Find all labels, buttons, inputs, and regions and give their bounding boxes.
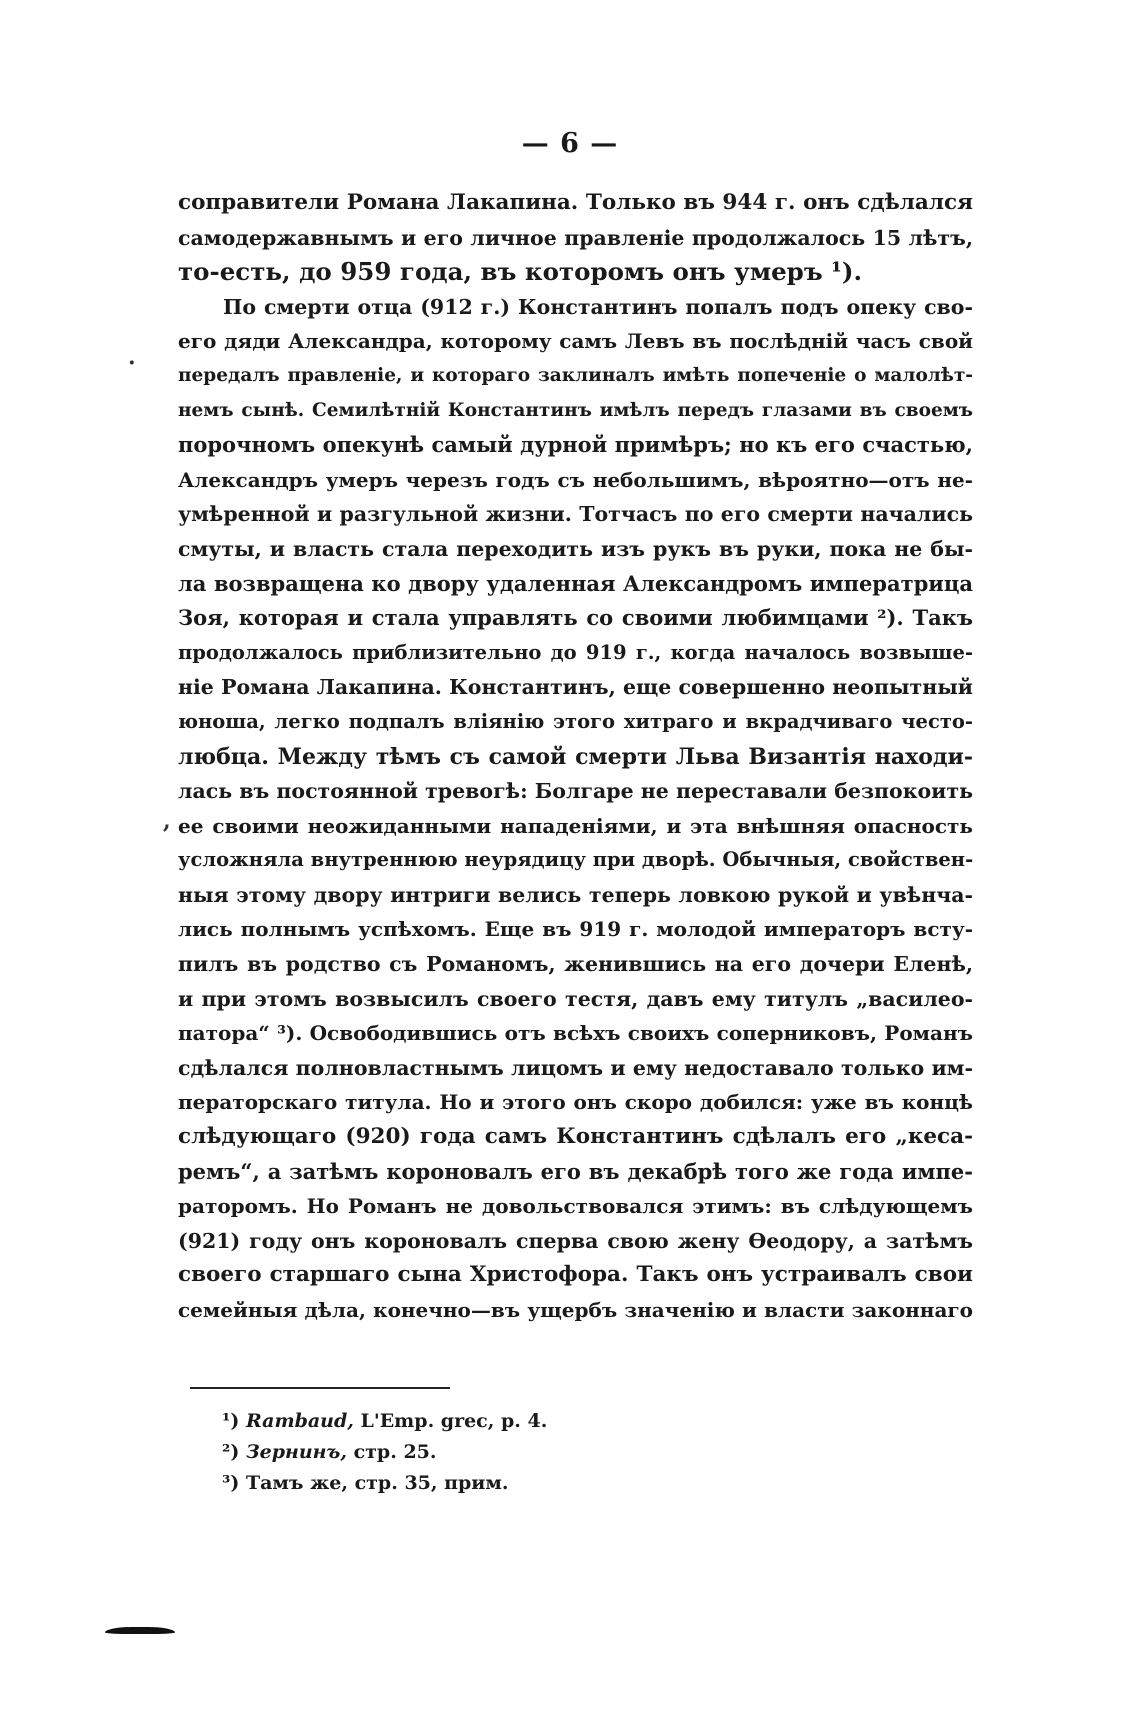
footnote-text: Тамъ же, стр. 35, прим.	[245, 1472, 509, 1494]
text-line: юноша, легко подпалъ вліянію этого хитраго и вкрадчиваго често-	[178, 709, 973, 733]
margin-speck: ,	[163, 808, 171, 834]
text-line: порочномъ опекунѣ самый дурной примѣръ; но къ его счастью,	[178, 432, 973, 458]
text-line: соправители Романа Лакапина. Только въ 944 г. онъ сдѣлался	[178, 190, 973, 215]
text-line: ныя этому двору интриги велись теперь ловкою рукой и увѣнча-	[178, 882, 973, 907]
text-line: его дяди Александра, которому самъ Левъ въ послѣдній часъ свой	[178, 329, 973, 354]
margin-speck: ·	[128, 350, 136, 376]
text-line: самодержавнымъ и его личное правленіе продолжалось 15 лѣтъ,	[178, 225, 973, 250]
text-line: лась въ постоянной тревогѣ: Болгаре не переставали безпокоить	[178, 779, 973, 804]
text-line: и при этомъ возвысилъ своего тестя, давъ ему титулъ „василео-	[178, 986, 973, 1011]
text-line: слѣдующаго (920) года самъ Константинъ сдѣлалъ его „кеса-	[178, 1124, 973, 1150]
text-line: смуты, и власть стала переходить изъ рукъ въ руки, пока не бы-	[178, 536, 973, 561]
footnote-mark: ³)	[222, 1472, 240, 1494]
text-line: своего старшаго сына Христофора. Такъ онъ устраивалъ свои	[178, 1262, 973, 1288]
footnote	[222, 1468, 822, 1499]
text-line: ла возвращена ко двору удаленная Александромъ императрица	[178, 570, 973, 596]
text-line: По смерти отца (912 г.) Константинъ попалъ подъ опеку сво-	[223, 294, 973, 319]
text-line: сдѣлался полновластнымъ лицомъ и ему недоставало только им-	[178, 1055, 973, 1080]
text-line: пилъ въ родство съ Романомъ, женившись на его дочери Еленѣ,	[178, 952, 973, 977]
footnote-divider	[190, 1387, 450, 1389]
text-line: ремъ“, а затѣмъ короновалъ его въ декабрѣ того же года импе-	[178, 1158, 973, 1184]
page-number: — 6 —	[521, 128, 619, 159]
text-line: раторомъ. Но Романъ не довольствовался этимъ: въ слѣдующемъ	[178, 1194, 973, 1219]
text-line: лись полнымъ успѣхомъ. Еще въ 919 г. молодой императоръ всту-	[178, 917, 973, 942]
text-line: ніе Романа Лакапина. Константинъ, еще совершенно неопытный	[178, 675, 973, 700]
text-line: Александръ умеръ черезъ годъ съ небольшимъ, вѣроятно—отъ не-	[178, 467, 973, 492]
footnote-text: стр. 25.	[353, 1441, 437, 1463]
text-line: ее своими неожиданными нападеніями, и эта внѣшняя опасность	[178, 813, 973, 838]
body-text	[178, 186, 973, 1328]
footnote-mark: ²)	[222, 1441, 240, 1463]
footnote-author: Rambaud,	[245, 1410, 354, 1432]
footnote-text: L'Emp. grec, p. 4.	[360, 1410, 548, 1432]
text-line: ператорскаго титула. Но и этого онъ скоро добился: уже въ концѣ	[178, 1090, 973, 1115]
text-line: усложняла внутреннюю неурядицу при дворѣ. Обычныя, свойствен-	[178, 848, 974, 872]
text-line: умѣренной и разгульной жизни. Тотчасъ по его смерти начались	[178, 502, 973, 527]
text-line: патора“ ³). Освободившись отъ всѣхъ своихъ соперниковъ, Романъ	[178, 1021, 973, 1046]
footnote	[222, 1437, 822, 1468]
footnote-author: Зернинъ,	[245, 1441, 347, 1463]
text-line: немъ сынѣ. Семилѣтній Константинъ имѣлъ передъ глазами въ своемъ	[178, 399, 973, 421]
text-line: продолжалось приблизительно до 919 г., когда началось возвыше-	[178, 640, 973, 664]
text-line: Зоя, которая и стала управлять со своими любимцами ²). Такъ	[178, 605, 973, 631]
footnotes	[222, 1406, 822, 1499]
text-line: семейныя дѣла, конечно—въ ущербъ значенію и власти законнаго	[178, 1298, 973, 1322]
text-line: передалъ правленіе, и котораго заклиналъ имѣть попеченіе о малолѣт-	[178, 364, 973, 386]
ink-smudge	[105, 1627, 175, 1634]
footnote-mark: ¹)	[222, 1410, 240, 1432]
text-line: любца. Между тѣмъ съ самой смерти Льва Византія находи-	[178, 743, 973, 770]
text-line: (921) году онъ короновалъ сперва свою жену Ѳеодору, а затѣмъ	[178, 1228, 973, 1253]
text-line: то-есть, до 959 года, въ которомъ онъ умеръ ¹).	[178, 257, 862, 287]
footnote	[222, 1406, 822, 1437]
